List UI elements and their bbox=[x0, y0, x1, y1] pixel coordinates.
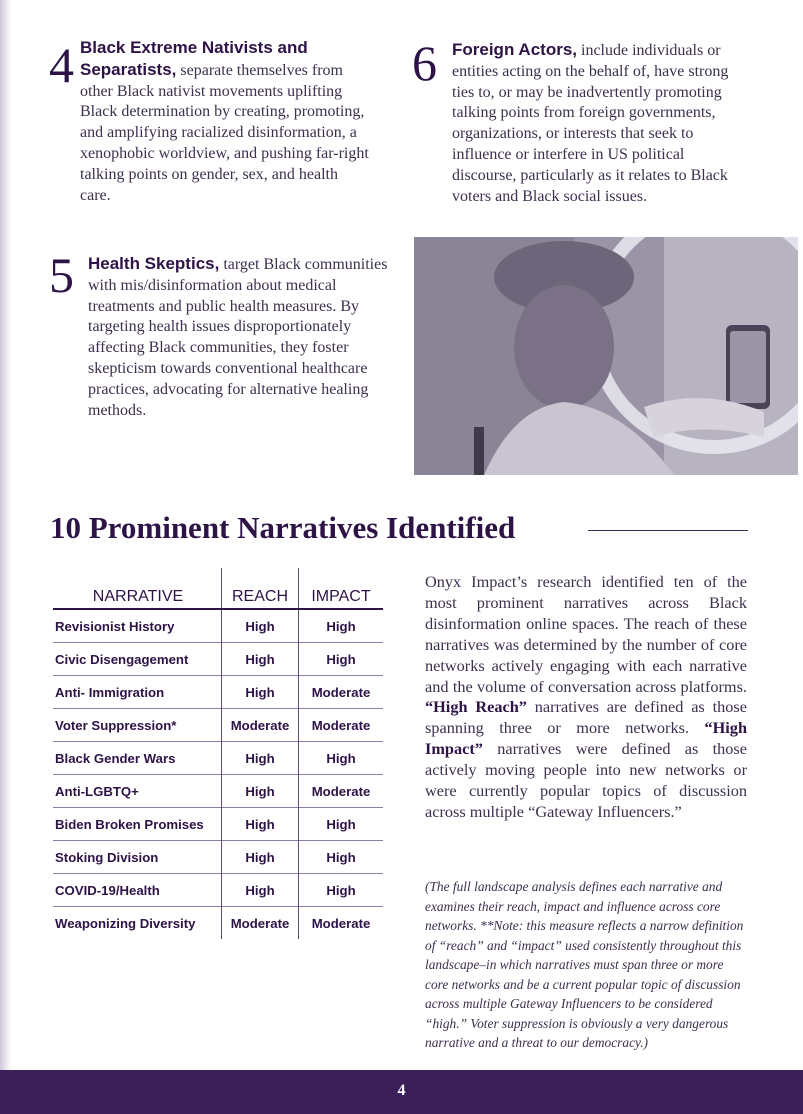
table-row bbox=[53, 874, 383, 907]
category-number: 5 bbox=[49, 247, 74, 303]
narrative-cell: Black Gender Wars bbox=[53, 742, 222, 775]
high-impact-term: “High Impact” bbox=[425, 718, 747, 759]
narrative-cell: Anti-LGBTQ+ bbox=[53, 775, 222, 808]
section-divider bbox=[588, 530, 748, 531]
impact-cell: Moderate bbox=[299, 775, 384, 808]
table-header-row bbox=[53, 568, 383, 609]
reach-cell: High bbox=[222, 841, 299, 874]
category-description: separate themselves from other Black nativist movements uplifting Black determination by creating, promoting, and amplifying racialized disinformation, a xenophobic worldview, and pushing far-right talking points on gender, sex, and health care. bbox=[80, 61, 369, 204]
header-narrative: NARRATIVE bbox=[53, 568, 222, 609]
impact-cell: High bbox=[299, 742, 384, 775]
table-row bbox=[53, 742, 383, 775]
narrative-cell: Stoking Division bbox=[53, 841, 222, 874]
header-impact: IMPACT bbox=[299, 568, 384, 609]
reach-cell: High bbox=[222, 643, 299, 676]
description-text: narratives were defined as those actively moving people into new networks or were currently popular topics of discussion across multiple “Gateway Influencers.” bbox=[425, 739, 747, 821]
narrative-cell: Revisionist History bbox=[53, 609, 222, 643]
impact-cell: High bbox=[299, 874, 384, 907]
page-footer bbox=[0, 1070, 803, 1114]
category-number: 4 bbox=[49, 37, 74, 93]
narrative-cell: Weaponizing Diversity bbox=[53, 907, 222, 940]
reach-cell: High bbox=[222, 808, 299, 841]
narrative-cell: Biden Broken Promises bbox=[53, 808, 222, 841]
narrative-cell: COVID-19/Health bbox=[53, 874, 222, 907]
category-title: Black Extreme Nativists and Separatists, bbox=[80, 38, 308, 79]
influencer-photo bbox=[414, 237, 798, 475]
narrative-cell: Voter Suppression* bbox=[53, 709, 222, 742]
reach-cell: High bbox=[222, 775, 299, 808]
reach-cell: Moderate bbox=[222, 907, 299, 940]
page-edge-shadow bbox=[0, 0, 12, 1070]
reach-cell: High bbox=[222, 874, 299, 907]
impact-cell: High bbox=[299, 841, 384, 874]
section-title: 10 Prominent Narratives Identified bbox=[50, 510, 516, 545]
table-row bbox=[53, 643, 383, 676]
category-number: 6 bbox=[412, 35, 437, 91]
table-row bbox=[53, 841, 383, 874]
table-row bbox=[53, 676, 383, 709]
methodology-note: (The full landscape analysis defines each narrative and examines their reach, impact and influence across core networks. **Note: this measure reflects a narrow definition of “reach” and “impact” used consistently throughout this landscape–in which narratives must span three or more core networks and be a current popular topic of discussion across multiple Gateway Influencers to be considered “high.” Voter suppression is obviously a very dangerous narrative and a threat to our democracy.) bbox=[425, 879, 744, 1050]
description-text: Onyx Impact’s research identified ten of the most prominent narratives across Black disinformation online spaces. The reach of these narratives was determined by the number of core networks actively engaging with each narrative and the volume of conversation across platforms. bbox=[425, 572, 747, 696]
reach-cell: Moderate bbox=[222, 709, 299, 742]
category-description: include individuals or entities acting on the behalf of, have strong ties to, or may be inadvertently promoting talking points from foreign governments, organizations, or interests that seek to influence or interfere in US political discourse, particularly as it relates to Black voters and Black social issues. bbox=[452, 42, 729, 205]
impact-cell: Moderate bbox=[299, 676, 384, 709]
category-description: target Black communities with mis/disinformation about medical treatments and public health measures. By targeting health issues disproportionately affecting Black communities, they foster skepticism towards conventional healthcare practices, advocating for alternative healing methods. bbox=[88, 256, 388, 419]
reach-cell: High bbox=[222, 609, 299, 643]
category-title: Health Skeptics, bbox=[88, 254, 220, 273]
table-row bbox=[53, 808, 383, 841]
impact-cell: High bbox=[299, 808, 384, 841]
high-reach-term: “High Reach” bbox=[425, 697, 527, 717]
narratives-description bbox=[425, 572, 747, 823]
impact-cell: Moderate bbox=[299, 709, 384, 742]
narratives-table bbox=[53, 568, 383, 939]
category-text bbox=[88, 254, 388, 421]
table-row bbox=[53, 907, 383, 940]
impact-cell: High bbox=[299, 643, 384, 676]
narrative-cell: Civic Disengagement bbox=[53, 643, 222, 676]
narrative-cell: Anti- Immigration bbox=[53, 676, 222, 709]
category-text bbox=[80, 38, 370, 206]
category-text bbox=[452, 40, 752, 207]
reach-cell: High bbox=[222, 742, 299, 775]
impact-cell: Moderate bbox=[299, 907, 384, 940]
category-title: Foreign Actors, bbox=[452, 40, 577, 59]
table-row bbox=[53, 775, 383, 808]
photo-illustration bbox=[414, 237, 798, 475]
reach-cell: High bbox=[222, 676, 299, 709]
table-row bbox=[53, 609, 383, 643]
page-number: 4 bbox=[397, 1082, 406, 1099]
impact-cell: High bbox=[299, 609, 384, 643]
table-row bbox=[53, 709, 383, 742]
header-reach: REACH bbox=[222, 568, 299, 609]
description-text: narratives are defined as those spanning three or more networks. bbox=[425, 697, 747, 738]
